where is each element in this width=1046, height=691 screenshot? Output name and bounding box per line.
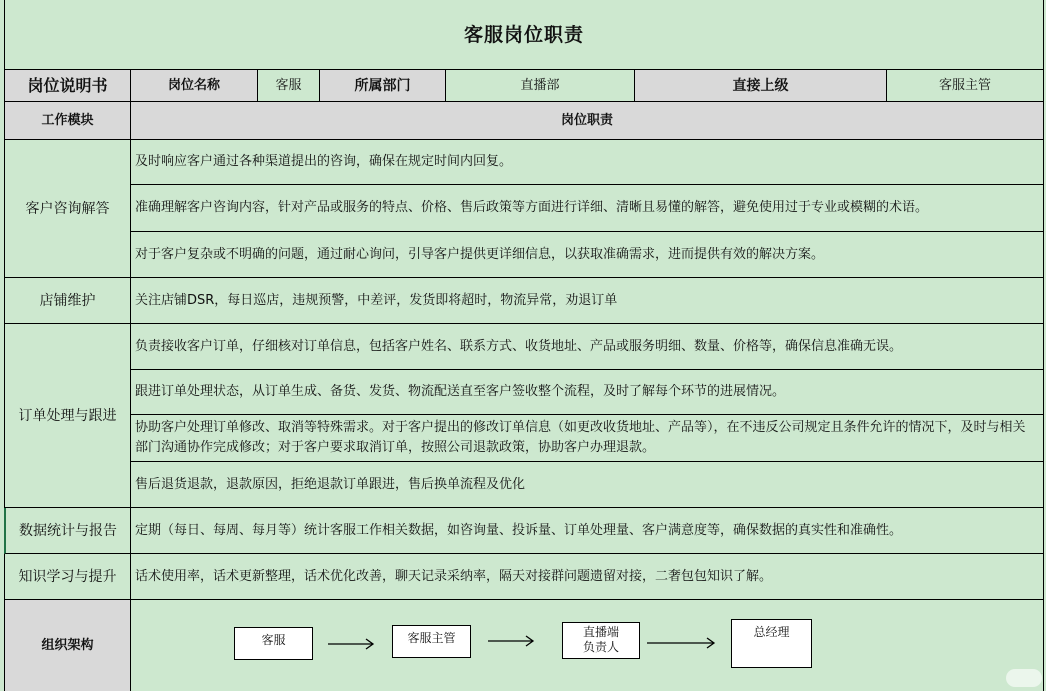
duty-cell[interactable]: 话术使用率，话术更新整理，话术优化改善，聊天记录采纳率，隔天对接群问题遗留对接，二奢包包知识了解。: [131, 554, 1044, 600]
org-node-cs-supervisor[interactable]: 客服主管: [392, 625, 471, 658]
watermark-badge: [1006, 669, 1042, 687]
position-name-value[interactable]: 客服: [258, 70, 320, 102]
module-cell[interactable]: 数据统计与报告: [4, 508, 131, 554]
position-name-label[interactable]: 岗位名称: [131, 70, 258, 102]
org-arrow-3: [647, 637, 719, 649]
superior-label[interactable]: 直接上级: [635, 70, 887, 102]
org-node-live-lead[interactable]: [562, 622, 640, 659]
org-node-general-manager[interactable]: 总经理: [731, 619, 812, 668]
duty-cell[interactable]: 准确理解客户咨询内容，针对产品或服务的特点、价格、售后政策等方面进行详细、清晰且易懂的解答，避免使用过于专业或模糊的术语。: [131, 185, 1044, 232]
superior-value[interactable]: 客服主管: [887, 70, 1044, 102]
org-chart-label[interactable]: 组织架构: [4, 600, 131, 691]
org-arrow-2: [488, 635, 538, 647]
department-value[interactable]: 直播部: [446, 70, 635, 102]
department-label[interactable]: 所属部门: [320, 70, 446, 102]
duty-cell[interactable]: 售后退货退款，退款原因，拒绝退款订单跟进，售后换单流程及优化: [131, 462, 1044, 508]
duty-column-header[interactable]: 岗位职责: [131, 102, 1044, 140]
module-cell[interactable]: 知识学习与提升: [4, 554, 131, 600]
doc-label-cell[interactable]: 岗位说明书: [4, 70, 131, 102]
duty-cell[interactable]: 协助客户处理订单修改、取消等特殊需求。对于客户提出的修改订单信息（如更改收货地址、产品等），在不违反公司规定且条件允许的情况下，及时与相关部门沟通协作完成修改；对于客户要求取消订单，按照公司退款政策，协助客户办理退款。: [131, 415, 1044, 462]
duty-cell[interactable]: 关注店铺DSR，每日巡店，违规预警，中差评，发货即将超时，物流异常，劝退订单: [131, 278, 1044, 324]
sheet-title[interactable]: 客服岗位职责: [4, 0, 1044, 70]
duty-cell[interactable]: 对于客户复杂或不明确的问题，通过耐心询问，引导客户提供更详细信息，以获取准确需求，进而提供有效的解决方案。: [131, 232, 1044, 278]
module-cell[interactable]: 客户咨询解答: [4, 140, 131, 278]
duty-cell[interactable]: 负责接收客户订单，仔细核对订单信息，包括客户姓名、联系方式、收货地址、产品或服务明细、数量、价格等，确保信息准确无误。: [131, 324, 1044, 370]
org-arrow-1: [328, 638, 378, 650]
org-node-customer-service[interactable]: 客服: [234, 627, 313, 660]
module-cell[interactable]: 订单处理与跟进: [4, 324, 131, 508]
module-column-header[interactable]: 工作模块: [4, 102, 131, 140]
module-cell[interactable]: 店铺维护: [4, 278, 131, 324]
org-node-live-lead-label: 直播端 负责人: [582, 625, 619, 654]
duty-cell[interactable]: 定期（每日、每周、每月等）统计客服工作相关数据，如咨询量、投诉量、订单处理量、客户满意度等，确保数据的真实性和准确性。: [131, 508, 1044, 554]
duty-cell[interactable]: 跟进订单处理状态，从订单生成、备货、发货、物流配送直至客户签收整个流程，及时了解每个环节的进展情况。: [131, 370, 1044, 415]
duty-cell[interactable]: 及时响应客户通过各种渠道提出的咨询，确保在规定时间内回复。: [131, 140, 1044, 185]
